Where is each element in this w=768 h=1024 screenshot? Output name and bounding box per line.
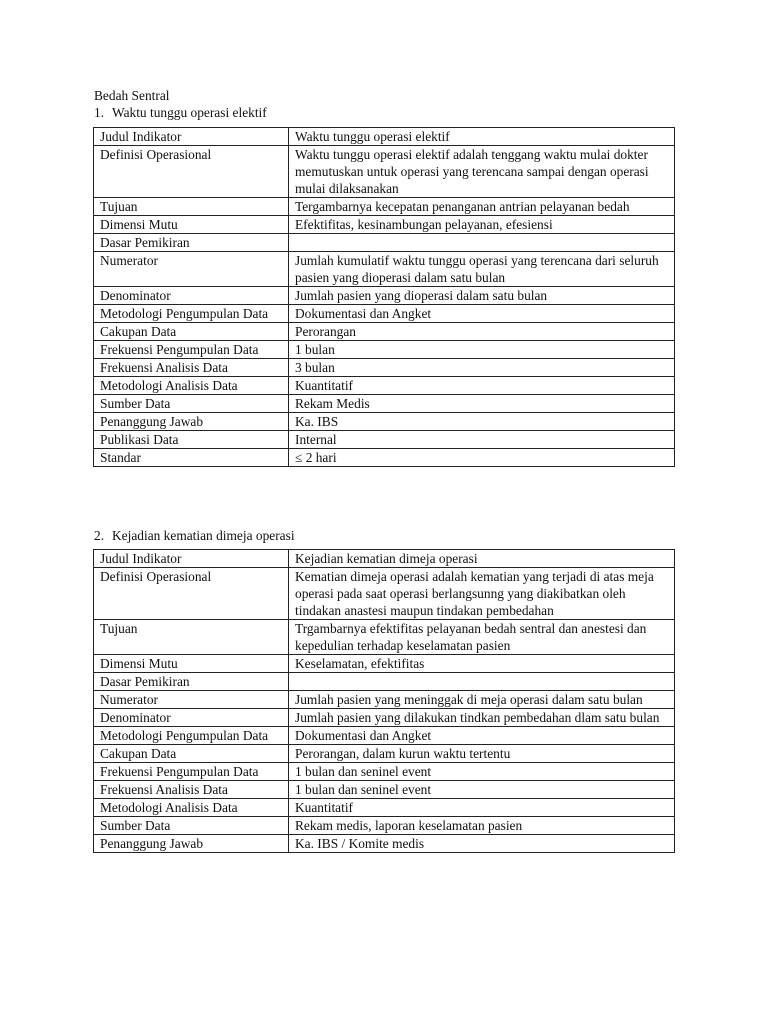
indicator-label: Metodologi Pengumpulan Data: [94, 727, 289, 745]
section-1-heading: [94, 104, 267, 121]
indicator-value: Perorangan, dalam kurun waktu tertentu: [289, 745, 675, 763]
indicator-value: 1 bulan dan seninel event: [289, 781, 675, 799]
indicator-value: Internal: [289, 431, 675, 449]
indicator-label: Dasar Pemikiran: [94, 234, 289, 252]
table-row: [94, 413, 675, 431]
table-row: [94, 709, 675, 727]
indicator-value: Keselamatan, efektifitas: [289, 655, 675, 673]
table-row: [94, 146, 675, 198]
indicator-value: Efektifitas, kesinambungan pelayanan, efesiensi: [289, 216, 675, 234]
section-2-heading: [94, 527, 295, 544]
indicator-label: Denominator: [94, 287, 289, 305]
indicator-label: Penanggung Jawab: [94, 413, 289, 431]
indicator-table-2-body: [94, 550, 675, 853]
indicator-value: Jumlah kumulatif waktu tunggu operasi yang terencana dari seluruh pasien yang dioperasi dalam satu bulan: [289, 252, 675, 287]
indicator-label: Definisi Operasional: [94, 568, 289, 620]
indicator-value: Ka. IBS: [289, 413, 675, 431]
indicator-label: Cakupan Data: [94, 745, 289, 763]
table-row: [94, 691, 675, 709]
indicator-label: Denominator: [94, 709, 289, 727]
indicator-value: Kuantitatif: [289, 377, 675, 395]
indicator-label: Standar: [94, 449, 289, 467]
table-row: [94, 568, 675, 620]
section-1-number: 1.: [94, 105, 105, 120]
indicator-label: Frekuensi Analisis Data: [94, 359, 289, 377]
table-row: [94, 745, 675, 763]
indicator-label: Metodologi Pengumpulan Data: [94, 305, 289, 323]
table-row: [94, 234, 675, 252]
table-row: [94, 323, 675, 341]
section-1-title: Waktu tunggu operasi elektif: [112, 105, 267, 120]
indicator-label: Metodologi Analisis Data: [94, 377, 289, 395]
indicator-label: Dimensi Mutu: [94, 216, 289, 234]
indicator-label: Frekuensi Pengumpulan Data: [94, 341, 289, 359]
indicator-label: Dimensi Mutu: [94, 655, 289, 673]
indicator-label: Definisi Operasional: [94, 146, 289, 198]
table-row: [94, 781, 675, 799]
indicator-label: Tujuan: [94, 198, 289, 216]
table-row: [94, 377, 675, 395]
indicator-label: Numerator: [94, 252, 289, 287]
indicator-value: Waktu tunggu operasi elektif adalah tenggang waktu mulai dokter memutuskan untuk operasi yang terencana sampai dengan operasi mulai dilaksanakan: [289, 146, 675, 198]
indicator-label: Numerator: [94, 691, 289, 709]
indicator-value: 1 bulan dan seninel event: [289, 763, 675, 781]
indicator-label: Cakupan Data: [94, 323, 289, 341]
indicator-label: Penanggung Jawab: [94, 835, 289, 853]
indicator-value: Waktu tunggu operasi elektif: [289, 128, 675, 146]
indicator-value: Kejadian kematian dimeja operasi: [289, 550, 675, 568]
table-row: [94, 763, 675, 781]
table-row: [94, 198, 675, 216]
table-row: [94, 727, 675, 745]
indicator-label: Judul Indikator: [94, 128, 289, 146]
indicator-value: 3 bulan: [289, 359, 675, 377]
indicator-value: Perorangan: [289, 323, 675, 341]
table-row: [94, 359, 675, 377]
table-row: [94, 673, 675, 691]
indicator-label: Tujuan: [94, 620, 289, 655]
table-row: [94, 252, 675, 287]
table-row: [94, 305, 675, 323]
table-row: [94, 449, 675, 467]
indicator-label: Dasar Pemikiran: [94, 673, 289, 691]
indicator-value: Kuantitatif: [289, 799, 675, 817]
indicator-value: ≤ 2 hari: [289, 449, 675, 467]
document-title: Bedah Sentral: [94, 88, 170, 103]
section-2-number: 2.: [94, 528, 105, 543]
indicator-value: [289, 234, 675, 252]
indicator-value: Trgambarnya efektifitas pelayanan bedah sentral dan anestesi dan kepedulian terhadap keselamatan pasien: [289, 620, 675, 655]
table-row: [94, 341, 675, 359]
indicator-value: Ka. IBS / Komite medis: [289, 835, 675, 853]
indicator-label: Frekuensi Pengumpulan Data: [94, 763, 289, 781]
table-row: [94, 431, 675, 449]
section-2-title: Kejadian kematian dimeja operasi: [112, 528, 295, 543]
table-row: [94, 216, 675, 234]
indicator-value: Rekam medis, laporan keselamatan pasien: [289, 817, 675, 835]
table-row: [94, 799, 675, 817]
table-row: [94, 655, 675, 673]
table-row: [94, 128, 675, 146]
indicator-value: Rekam Medis: [289, 395, 675, 413]
table-row: [94, 835, 675, 853]
table-row: [94, 620, 675, 655]
indicator-value: Dokumentasi dan Angket: [289, 305, 675, 323]
table-row: [94, 287, 675, 305]
indicator-table-1: [93, 127, 675, 467]
table-row: [94, 817, 675, 835]
indicator-label: Sumber Data: [94, 817, 289, 835]
indicator-table-2: [93, 549, 675, 853]
indicator-value: Dokumentasi dan Angket: [289, 727, 675, 745]
indicator-label: Judul Indikator: [94, 550, 289, 568]
indicator-value: Jumlah pasien yang dioperasi dalam satu bulan: [289, 287, 675, 305]
indicator-value: 1 bulan: [289, 341, 675, 359]
indicator-value: Kematian dimeja operasi adalah kematian yang terjadi di atas meja operasi pada saat operasi berlangsunng yang diakibatkan oleh tindakan anastesi maupun tindakan pembedahan: [289, 568, 675, 620]
indicator-label: Sumber Data: [94, 395, 289, 413]
indicator-value: Tergambarnya kecepatan penanganan antrian pelayanan bedah: [289, 198, 675, 216]
indicator-value: [289, 673, 675, 691]
indicator-value: Jumlah pasien yang dilakukan tindkan pembedahan dlam satu bulan: [289, 709, 675, 727]
indicator-table-1-body: [94, 128, 675, 467]
indicator-label: Metodologi Analisis Data: [94, 799, 289, 817]
table-row: [94, 395, 675, 413]
indicator-value: Jumlah pasien yang meninggak di meja operasi dalam satu bulan: [289, 691, 675, 709]
indicator-label: Frekuensi Analisis Data: [94, 781, 289, 799]
indicator-label: Publikasi Data: [94, 431, 289, 449]
table-row: [94, 550, 675, 568]
